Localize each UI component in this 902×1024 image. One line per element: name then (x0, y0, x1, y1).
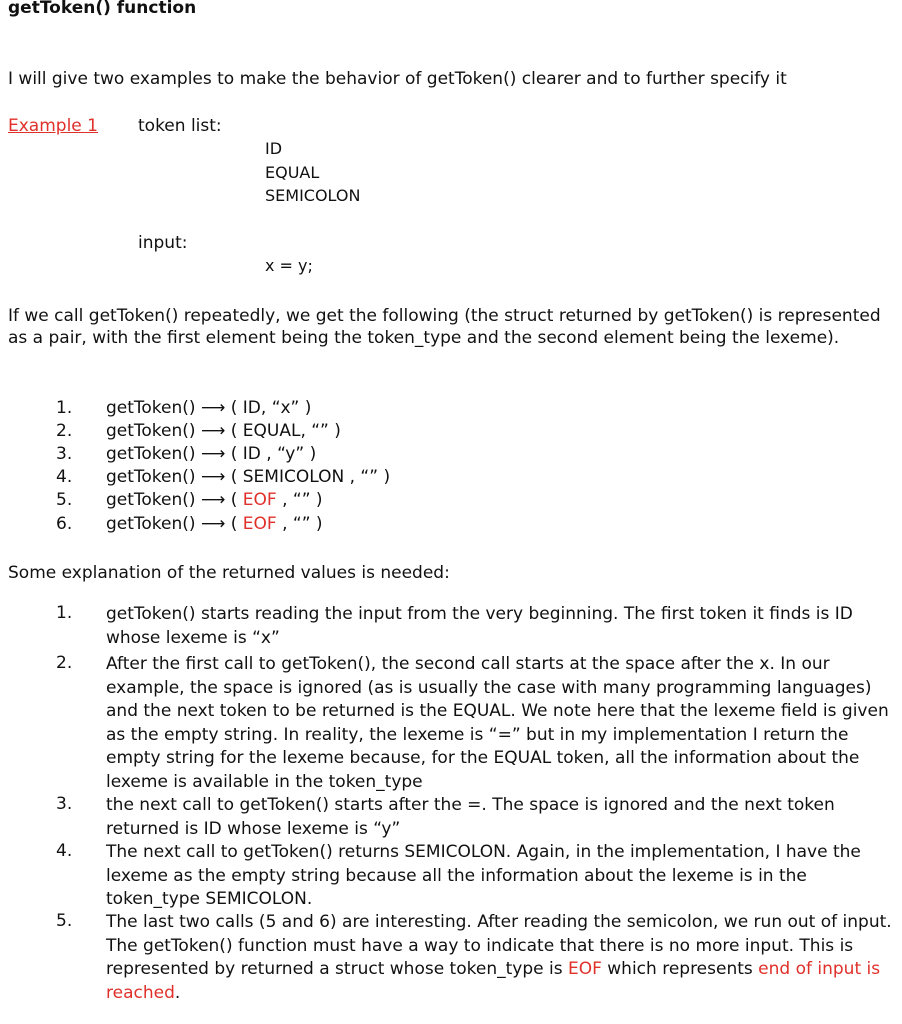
item-number: 2. (56, 653, 73, 673)
input-label: input: (138, 233, 188, 253)
lexeme: “” (292, 514, 311, 534)
page-title: getToken() function (8, 0, 197, 18)
item-number: 3. (56, 794, 73, 814)
call-text: getToken() ⟶ ( ID , “y” ) (106, 444, 317, 464)
eof-highlight: EOF (567, 959, 602, 979)
lexeme: “x” (271, 398, 300, 418)
item-number: 4. (56, 841, 73, 861)
token-type: EQUAL (242, 421, 301, 441)
end-of-input-highlight: end of input is reached (106, 959, 881, 1003)
call-number: 4. (56, 467, 73, 487)
intro-text: I will give two examples to make the behavior of getToken() clearer and to further specify it (8, 69, 787, 89)
call-text: getToken() ⟶ ( EOF , “” ) (106, 490, 323, 510)
call-text: getToken() ⟶ ( SEMICOLON , “” ) (106, 467, 391, 487)
token-item: ID (265, 139, 283, 158)
call-text: getToken() ⟶ ( EQUAL, “” ) (106, 421, 341, 441)
item-text: The last two calls (5 and 6) are interesting. After reading the semicolon, we run out of input. The getToken() function must have a way to indicate that there is no more input. This is represented by returned a struct whose token_type is EOF which represents end of input is reached. (106, 912, 892, 1003)
call-number: 5. (56, 490, 73, 510)
token-type-eof: EOF (242, 490, 277, 510)
call-number: 2. (56, 421, 73, 441)
token-type: ID (242, 444, 261, 464)
token-type: ID (242, 398, 261, 418)
description-paragraph: If we call getToken() repeatedly, we get the following (the struct returned by getToken() is represented as a pair, with the first element being the token_type and the second element being the lexeme). (8, 306, 881, 348)
item-text: The next call to getToken() returns SEMICOLON. Again, in the implementation, I have the lexeme as the empty string because all the information about the lexeme is in the token_type SEMICOLON. (106, 842, 861, 909)
call-number: 1. (56, 398, 73, 418)
token-item: EQUAL (265, 163, 320, 182)
item-number: 5. (56, 911, 73, 931)
lexeme: “y” (277, 444, 305, 464)
lexeme: “” (360, 467, 379, 487)
token-type-eof: EOF (242, 514, 277, 534)
input-value: x = y; (265, 256, 313, 275)
lexeme: “” (311, 421, 329, 441)
item-text: After the first call to getToken(), the second call starts at the space after the x. In our example, the space is ignored (as is usually the case with many programming languages) and the next token to be returned is the EQUAL. We note here that the lexeme field is given as the empty string. In reality, the lexeme is “=” but in my implementation I return the empty string for the lexeme because, for the EQUAL token, all the information about the lexeme is available in the token_type (106, 654, 889, 792)
explanation-heading: Some explanation of the returned values is needed: (8, 563, 450, 583)
item-number: 1. (56, 603, 73, 623)
token-type: SEMICOLON (242, 467, 345, 487)
lexeme: “” (292, 490, 311, 510)
example-label: Example 1 (8, 116, 98, 136)
token-list-label: token list: (138, 116, 222, 136)
call-text: getToken() ⟶ ( EOF , “” ) (106, 514, 323, 534)
token-item: SEMICOLON (265, 186, 361, 205)
call-text: getToken() ⟶ ( ID, “x” ) (106, 398, 312, 418)
call-number: 6. (56, 514, 73, 534)
item-text: getToken() starts reading the input from the very beginning. The first token it finds is ID whose lexeme is “x” (106, 604, 853, 648)
item-text: the next call to getToken() starts after the =. The space is ignored and the next token returned is ID whose lexeme is “y” (106, 795, 835, 839)
call-number: 3. (56, 444, 73, 464)
